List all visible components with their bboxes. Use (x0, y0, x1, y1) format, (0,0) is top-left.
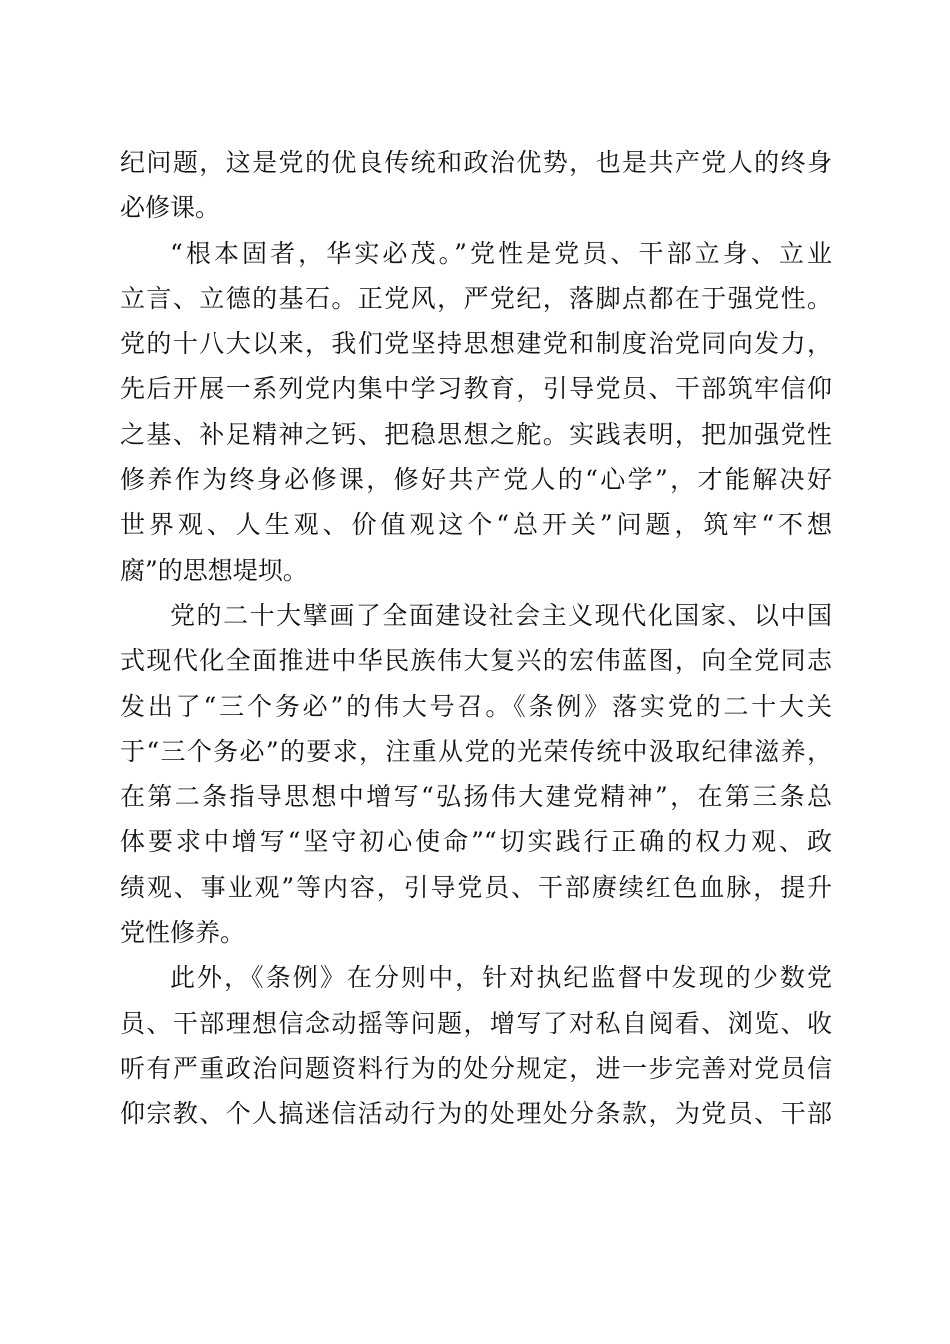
text-line: 党性修养。 (120, 918, 246, 948)
text-line: 纪问题，这是党的优良传统和政治优势，也是共产党人的终身 (120, 148, 832, 177)
text-line: “根本固者，华实必茂。”党性是党员、干部立身、立业 (170, 238, 832, 268)
text-line: 员、干部理想信念动摇等问题，增写了对私自阅看、浏览、收 (120, 1008, 832, 1038)
text-line: 党的二十大擘画了全面建设社会主义现代化国家、以中国 (170, 600, 832, 630)
text-line: 党的十八大以来，我们党坚持思想建党和制度治党同向发力， (120, 329, 832, 359)
text-line: 修养作为终身必修课，修好共产党人的“心学”，才能解决好 (120, 465, 832, 495)
text-line: 世界观、人生观、价值观这个“总开关”问题，筑牢“不想 (120, 510, 832, 540)
text-line: 听有严重政治问题资料行为的处分规定，进一步完善对党员信 (120, 1053, 832, 1083)
text-line: 发出了“三个务必”的伟大号召。《条例》落实党的二十大关 (120, 691, 832, 721)
text-line: 腐”的思想堤坝。 (120, 555, 308, 585)
text-line: 先后开展一系列党内集中学习教育，引导党员、干部筑牢信仰 (120, 374, 832, 404)
text-line: 之基、补足精神之钙、把稳思想之舵。实践表明，把加强党性 (120, 419, 832, 449)
text-line: 立言、立德的基石。正党风，严党纪，落脚点都在于强党性。 (120, 283, 832, 313)
text-line: 体要求中增写“坚守初心使命”“切实践行正确的权力观、政 (120, 827, 832, 857)
body-text (120, 140, 832, 1137)
text-line: 绩观、事业观”等内容，引导党员、干部赓续红色血脉，提升 (120, 872, 832, 902)
text-line: 此外，《条例》在分则中，针对执纪监督中发现的少数党 (170, 963, 832, 993)
text-line: 于“三个务必”的要求，注重从党的光荣传统中汲取纪律滋养， (120, 736, 832, 766)
text-line: 在第二条指导思想中增写“弘扬伟大建党精神”，在第三条总 (120, 782, 832, 812)
text-line: 必修课。 (120, 193, 221, 223)
text-line: 式现代化全面推进中华民族伟大复兴的宏伟蓝图，向全党同志 (120, 646, 832, 676)
text-line: 仰宗教、个人搞迷信活动行为的处理处分条款，为党员、干部 (120, 1099, 832, 1129)
